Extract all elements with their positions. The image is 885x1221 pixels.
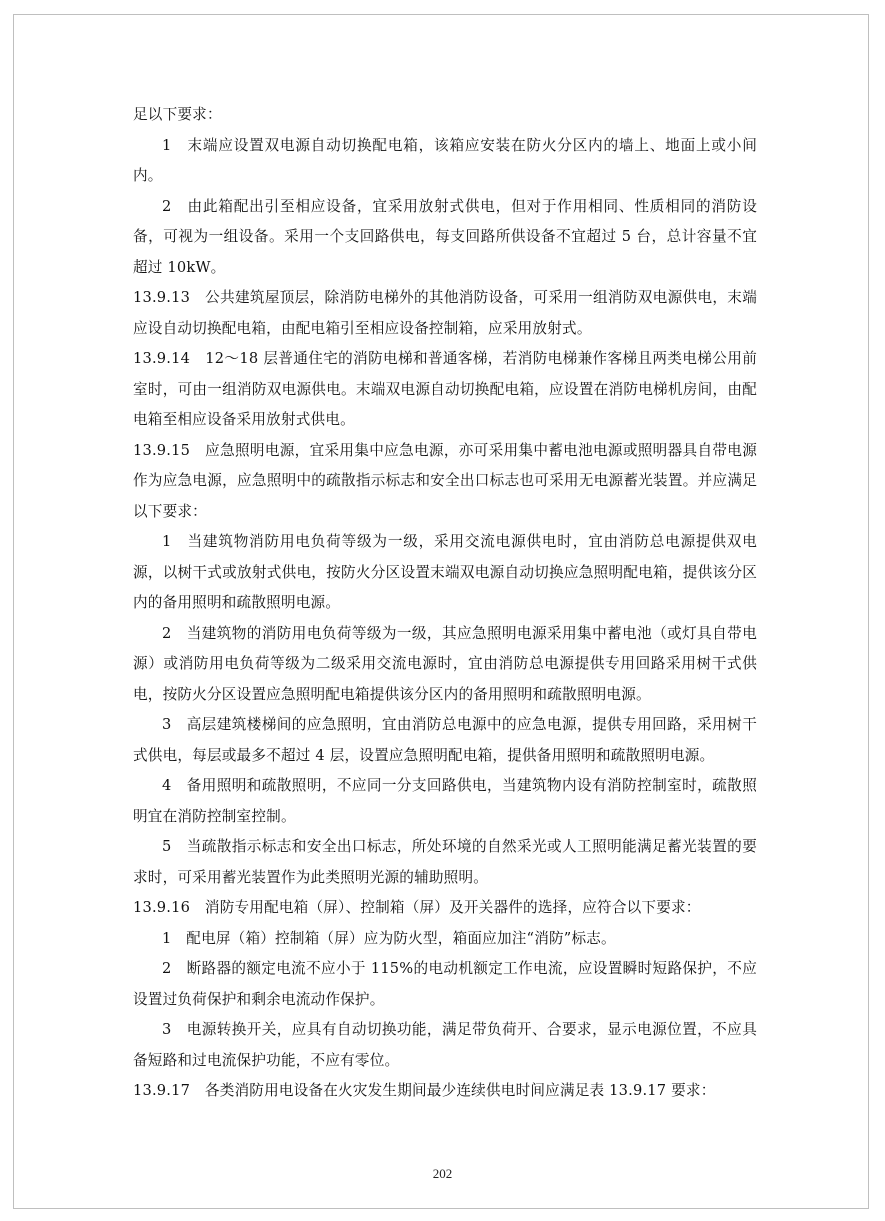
clause-paragraph: 13.9.15 应急照明电源，宜采用集中应急电源，亦可采用集中蓄电池电源或照明器具自带电源作为应急电源，应急照明中的疏散指示标志和安全出口标志也可采用无电源蓄光装置。并应满足以下要求：	[133, 441, 757, 520]
clause-paragraph: 13.9.16 消防专用配电箱（屏）、控制箱（屏）及开关器件的选择，应符合以下要求：	[133, 899, 701, 916]
list-item: 5 当疏散指示标志和安全出口标志，所处环境的自然采光或人工照明能满足蓄光装置的要求时，可采用蓄光装置作为此类照明光源的辅助照明。	[133, 838, 757, 886]
list-item: 3 高层建筑楼梯间的应急照明，宜由消防总电源中的应急电源，提供专用回路，采用树干式供电，每层或最多不超过 4 层，设置应急照明配电箱，提供备用照明和疏散照明电源。	[133, 716, 757, 764]
list-item: 1 配电屏（箱）控制箱（屏）应为防火型，箱面应加注“消防”标志。	[162, 929, 616, 947]
list-item: 2 当建筑物的消防用电负荷等级为一级，其应急照明电源采用集中蓄电池（或灯具自带电源）或消防用电负荷等级为二级采用交流电源时，宜由消防总电源提供专用回路采用树干式供电，按防火分区设置应急照明配电箱提供该分区内的备用照明和疏散照明电源。	[133, 624, 757, 703]
document-body	[133, 100, 757, 1107]
list-item: 4 备用照明和疏散照明，不应同一分支回路供电，当建筑物内设有消防控制室时，疏散照明宜在消防控制室控制。	[133, 777, 757, 825]
list-item: 3 电源转换开关，应具有自动切换功能，满足带负荷开、合要求，显示电源位置，不应具备短路和过电流保护功能，不应有零位。	[133, 1021, 757, 1069]
list-item: 1 当建筑物消防用电负荷等级为一级，采用交流电源供电时，宜由消防总电源提供双电源，以树干式或放射式供电，按防火分区设置末端双电源自动切换应急照明配电箱，提供该分区内的备用照明和疏散照明电源。	[133, 533, 757, 611]
clause-paragraph: 13.9.13 公共建筑屋顶层，除消防电梯外的其他消防设备，可采用一组消防双电源供电，末端应设自动切换配电箱，由配电箱引至相应设备控制箱，应采用放射式。	[133, 289, 757, 337]
clause-paragraph: 13.9.14 12～18 层普通住宅的消防电梯和普通客梯，若消防电梯兼作客梯且两类电梯公用前室时，可由一组消防双电源供电。末端双电源自动切换配电箱，应设置在消防电梯机房间，由配电箱至相应设备采用放射式供电。	[133, 350, 757, 428]
paragraph-continuation: 足以下要求：	[133, 106, 222, 123]
list-item: 1 末端应设置双电源自动切换配电箱，该箱应安装在防火分区内的墙上、地面上或小间内。	[133, 136, 757, 184]
clause-paragraph: 13.9.17 各类消防用电设备在火灾发生期间最少连续供电时间应满足表 13.9.17 要求：	[133, 1082, 716, 1099]
page-number: 202	[432, 1166, 453, 1181]
list-item: 2 断路器的额定电流不应小于 115%的电动机额定工作电流，应设置瞬时短路保护，不应设置过负荷保护和剩余电流动作保护。	[133, 960, 757, 1008]
list-item: 2 由此箱配出引至相应设备，宜采用放射式供电，但对于作用相同、性质相同的消防设备，可视为一组设备。采用一个支回路供电，每支回路所供设备不宜超过 5 台，总计容量不宜超过 10kW。	[133, 197, 757, 276]
